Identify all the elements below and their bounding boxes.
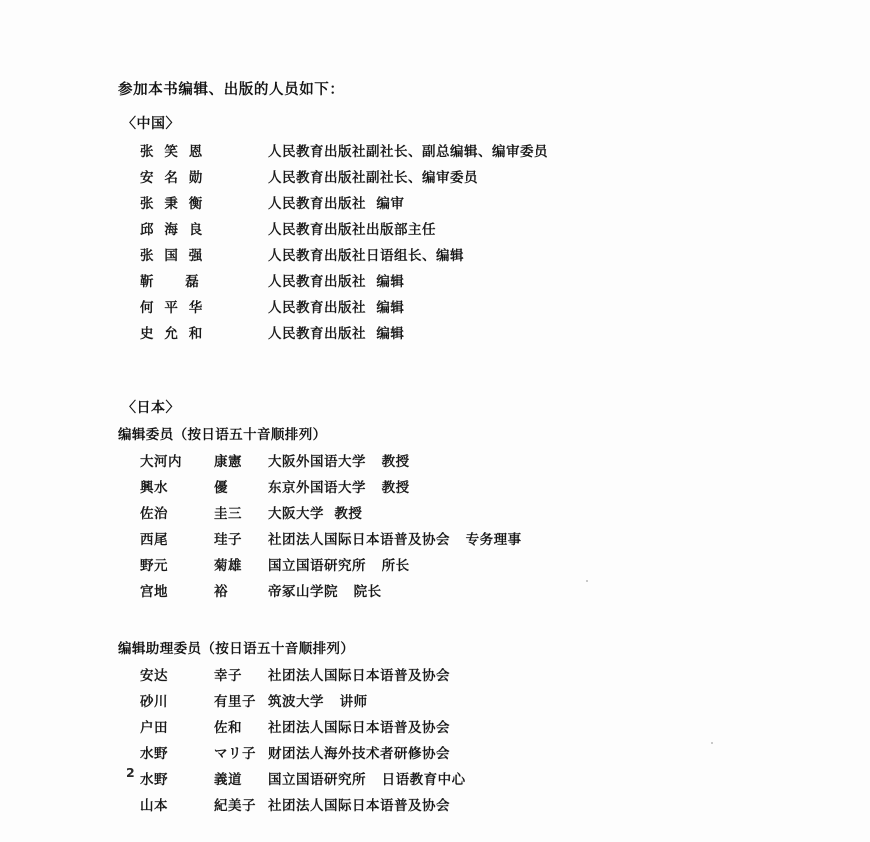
person-surname: 宫地: [140, 584, 168, 600]
list-item: [118, 663, 778, 689]
person-name: 邱 海 良: [140, 222, 203, 238]
section-china: [118, 113, 778, 347]
list-item: [118, 793, 778, 819]
list-item: [118, 191, 778, 217]
person-affiliation: 人民教育出版社副社长、副总编辑、编审委员: [268, 144, 548, 160]
person-name: [118, 475, 268, 501]
section-assistant-committee: [118, 637, 778, 819]
person-name: 何 平 华: [140, 300, 203, 316]
person-affiliation: 帝冢山学院 院长: [268, 584, 382, 600]
list-item: [118, 243, 778, 269]
entry-list-assistant-committee: [118, 663, 778, 819]
person-name: [118, 501, 268, 527]
person-name: [118, 741, 268, 767]
person-affiliation: 人民教育出版社 编辑: [268, 300, 405, 316]
person-given-name: 有里子: [214, 694, 256, 710]
person-surname: 佐治: [140, 506, 168, 522]
person-name: [118, 793, 268, 819]
person-affiliation: 大阪大学 教授: [268, 506, 363, 522]
person-name: 张 笑 恩: [140, 144, 203, 160]
person-surname: 大河内: [140, 454, 182, 470]
person-name: 史 允 和: [140, 326, 203, 342]
list-item: [118, 295, 778, 321]
person-name: [118, 767, 268, 793]
entry-list-china: [118, 139, 778, 347]
list-item: [118, 527, 778, 553]
section-spacer: [118, 353, 778, 395]
person-affiliation: 人民教育出版社副社长、编审委员: [268, 170, 478, 186]
person-affiliation: 人民教育出版社 编辑: [268, 274, 405, 290]
list-item: [118, 553, 778, 579]
entry-list-editorial-committee: [118, 449, 778, 605]
person-given-name: 裕: [214, 584, 228, 600]
person-affiliation: 财团法人海外技术者研修协会: [268, 746, 450, 762]
person-affiliation: 社团法人国际日本语普及协会 专务理事: [268, 532, 522, 548]
person-surname: 水野: [140, 772, 168, 788]
person-given-name: 佐和: [214, 720, 242, 736]
person-surname: 砂川: [140, 694, 168, 710]
person-name: [118, 449, 268, 475]
person-name: [118, 663, 268, 689]
person-given-name: 幸子: [214, 668, 242, 684]
person-name: [118, 715, 268, 741]
list-item: [118, 475, 778, 501]
person-given-name: 康憲: [214, 454, 242, 470]
person-name: [118, 689, 268, 715]
page-number: 2: [126, 765, 135, 780]
person-affiliation: 国立国语研究所 所长: [268, 558, 410, 574]
list-item: [118, 217, 778, 243]
page-title: 参加本书编辑、出版的人员如下：: [118, 82, 345, 98]
person-affiliation: 大阪外国语大学 教授: [268, 454, 410, 470]
list-item: [118, 269, 778, 295]
section-label-japan: 〈日本〉: [122, 400, 180, 416]
person-given-name: 圭三: [214, 506, 242, 522]
person-given-name: 優: [214, 480, 228, 496]
section-spacer: [118, 611, 778, 633]
list-item: [118, 741, 778, 767]
subsection-label-assistant-committee: 编辑助理委员（按日语五十音顺排列）: [118, 641, 355, 657]
list-item: [118, 139, 778, 165]
page-content: [118, 78, 778, 825]
person-given-name: マリ子: [214, 746, 256, 762]
list-item: [118, 449, 778, 475]
section-label-china: 〈中国〉: [122, 116, 180, 132]
person-given-name: 菊雄: [214, 558, 242, 574]
list-item: [118, 579, 778, 605]
list-item: [118, 165, 778, 191]
person-affiliation: 东京外国语大学 教授: [268, 480, 410, 496]
person-surname: 興水: [140, 480, 168, 496]
person-given-name: 紀美子: [214, 798, 256, 814]
person-given-name: 珪子: [214, 532, 242, 548]
person-affiliation: 人民教育出版社日语组长、编辑: [268, 248, 464, 264]
person-affiliation: 社团法人国际日本语普及协会: [268, 668, 450, 684]
list-item: [118, 767, 778, 793]
person-name: 张 国 强: [140, 248, 203, 264]
section-japan: [118, 397, 778, 605]
scan-speck: [586, 580, 588, 582]
person-affiliation: 社团法人国际日本语普及协会: [268, 798, 450, 814]
person-affiliation: 国立国语研究所 日语教育中心: [268, 772, 466, 788]
person-affiliation: 人民教育出版社 编辑: [268, 326, 405, 342]
person-name: [118, 579, 268, 605]
person-affiliation: 人民教育出版社 编审: [268, 196, 405, 212]
list-item: [118, 501, 778, 527]
person-affiliation: 筑波大学 讲师: [268, 694, 368, 710]
person-surname: 西尾: [140, 532, 168, 548]
person-name: 靳 磊: [140, 274, 200, 290]
person-affiliation: 人民教育出版社出版部主任: [268, 222, 436, 238]
person-surname: 安达: [140, 668, 168, 684]
person-name: [118, 527, 268, 553]
person-surname: 户田: [140, 720, 168, 736]
list-item: [118, 689, 778, 715]
person-name: [118, 553, 268, 579]
person-surname: 水野: [140, 746, 168, 762]
list-item: [118, 715, 778, 741]
person-name: 张 秉 衡: [140, 196, 203, 212]
person-given-name: 義道: [214, 772, 242, 788]
person-surname: 山本: [140, 798, 168, 814]
person-surname: 野元: [140, 558, 168, 574]
scan-speck: [711, 742, 713, 744]
person-name: 安 名 勋: [140, 170, 203, 186]
subsection-label-editorial-committee: 编辑委员（按日语五十音顺排列）: [118, 427, 327, 443]
list-item: [118, 321, 778, 347]
person-affiliation: 社团法人国际日本语普及协会: [268, 720, 450, 736]
